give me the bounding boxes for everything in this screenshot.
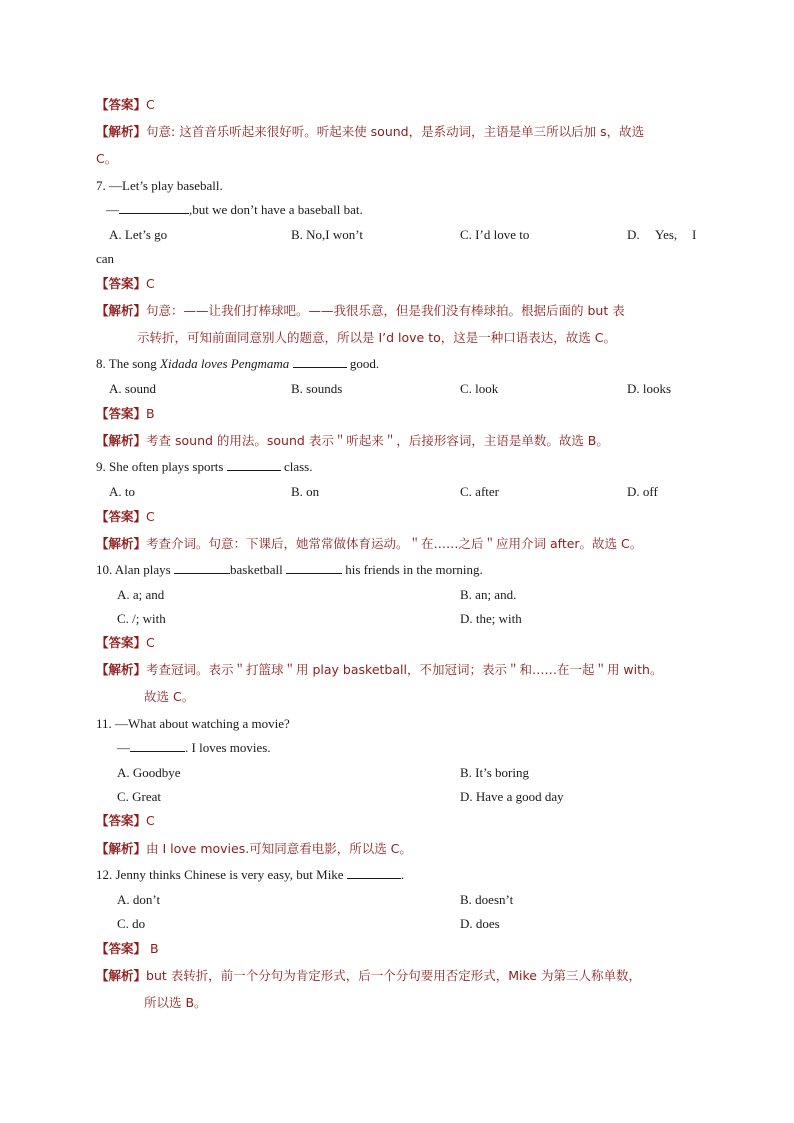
q7-analysis-cont: 示转折，可知前面同意别人的题意，所以是 I’d love to，这是一种口语表达，故选 C。 — [137, 330, 616, 345]
q8-option-c: C. look — [460, 381, 499, 396]
q12-option-a: A. don’t — [117, 892, 161, 907]
q9-blank — [227, 458, 281, 471]
q6-analysis-cont: C。 — [96, 151, 118, 166]
q11-option-d: D. Have a good day — [460, 789, 564, 804]
q9-option-b: B. on — [291, 484, 320, 499]
q11-option-b: B. It’s boring — [460, 765, 529, 780]
q9-option-c: C. after — [460, 484, 499, 499]
q8-analysis: 【解析】考查 sound 的用法。sound 表示＂听起来＂，后接形容词，主语是单数。故选 B。 — [96, 433, 609, 448]
q8-answer: 【答案】B — [96, 406, 155, 421]
q7-option-d-word2: I — [692, 227, 697, 242]
q6-answer: 【答案】C — [96, 97, 155, 112]
q11-answer: 【答案】C — [96, 813, 155, 828]
q12-option-c: C. do — [117, 916, 146, 931]
q8-blank — [293, 355, 347, 368]
q12-option-b: B. doesn’t — [460, 892, 514, 907]
q9-stem: 9. She often plays sports class. — [96, 459, 313, 474]
q10-answer: 【答案】C — [96, 635, 155, 650]
q11-analysis: 【解析】由 I love movies.可知同意看电影，所以选 C。 — [96, 841, 412, 856]
q9-option-d: D. off — [627, 484, 658, 499]
q7-option-d-word1: Yes, — [655, 227, 678, 242]
q7-reply: — ,but we don’t have a baseball bat. — [106, 202, 363, 217]
q6-analysis: 【解析】句意: 这首音乐听起来很好听。听起来使 sound，是系动词，主语是单三所以后加 s，故选 — [96, 124, 645, 139]
q7-option-a: A. Let’s go — [109, 227, 168, 242]
q10-blank-1 — [174, 561, 230, 574]
q10-blank-2 — [286, 561, 342, 574]
q12-blank — [347, 866, 401, 879]
q7-option-b: B. No,I won’t — [291, 227, 363, 242]
q7-analysis: 【解析】句意：——让我们打棒球吧。——我很乐意，但是我们没有棒球拍。根据后面的 but 表 — [96, 303, 625, 318]
q10-option-b: B. an; and. — [460, 587, 517, 602]
q11-option-a: A. Goodbye — [117, 765, 181, 780]
q11-reply: — . I loves movies. — [117, 740, 271, 755]
q10-stem: 10. Alan plays basketball his friends in the morning. — [96, 562, 483, 577]
q7-answer: 【答案】C — [96, 276, 155, 291]
q11-blank — [130, 739, 185, 752]
q7-option-c: C. I’d love to — [460, 227, 530, 242]
q8-stem: 8. The song Xidada loves Pengmama good. — [96, 356, 380, 371]
q8-option-b: B. sounds — [291, 381, 343, 396]
q7-stem: 7. —Let’s play baseball. — [96, 178, 223, 193]
q9-answer: 【答案】C — [96, 509, 155, 524]
q7-option-d: D. — [627, 227, 640, 242]
q12-analysis-cont: 所以选 B。 — [144, 995, 207, 1010]
q7-blank — [119, 201, 189, 214]
q11-stem: 11. —What about watching a movie? — [96, 716, 290, 731]
q7-option-d-wrap: can — [96, 251, 115, 266]
q10-option-c: C. /; with — [117, 611, 166, 626]
q12-option-d: D. does — [460, 916, 500, 931]
q12-answer: 【答案】 B — [96, 941, 159, 956]
q10-option-d: D. the; with — [460, 611, 522, 626]
q12-analysis: 【解析】but 表转折，前一个分句为肯定形式，后一个分句要用否定形式，Mike 为第三人称单数， — [96, 968, 641, 983]
q10-option-a: A. a; and — [117, 587, 165, 602]
q10-analysis-cont: 故选 C。 — [144, 689, 195, 704]
q9-option-a: A. to — [109, 484, 135, 499]
q10-analysis: 【解析】考查冠词。表示＂打篮球＂用 play basketball，不加冠词；表示＂和……在一起＂用 with。 — [96, 662, 663, 677]
q12-stem: 12. Jenny thinks Chinese is very easy, but Mike . — [96, 867, 405, 882]
q8-option-a: A. sound — [109, 381, 156, 396]
q11-option-c: C. Great — [117, 789, 162, 804]
q9-analysis: 【解析】考查介词。句意：下课后，她常常做体育运动。＂在……之后＂应用介词 after。故选 C。 — [96, 536, 643, 551]
q8-option-d: D. looks — [627, 381, 672, 396]
